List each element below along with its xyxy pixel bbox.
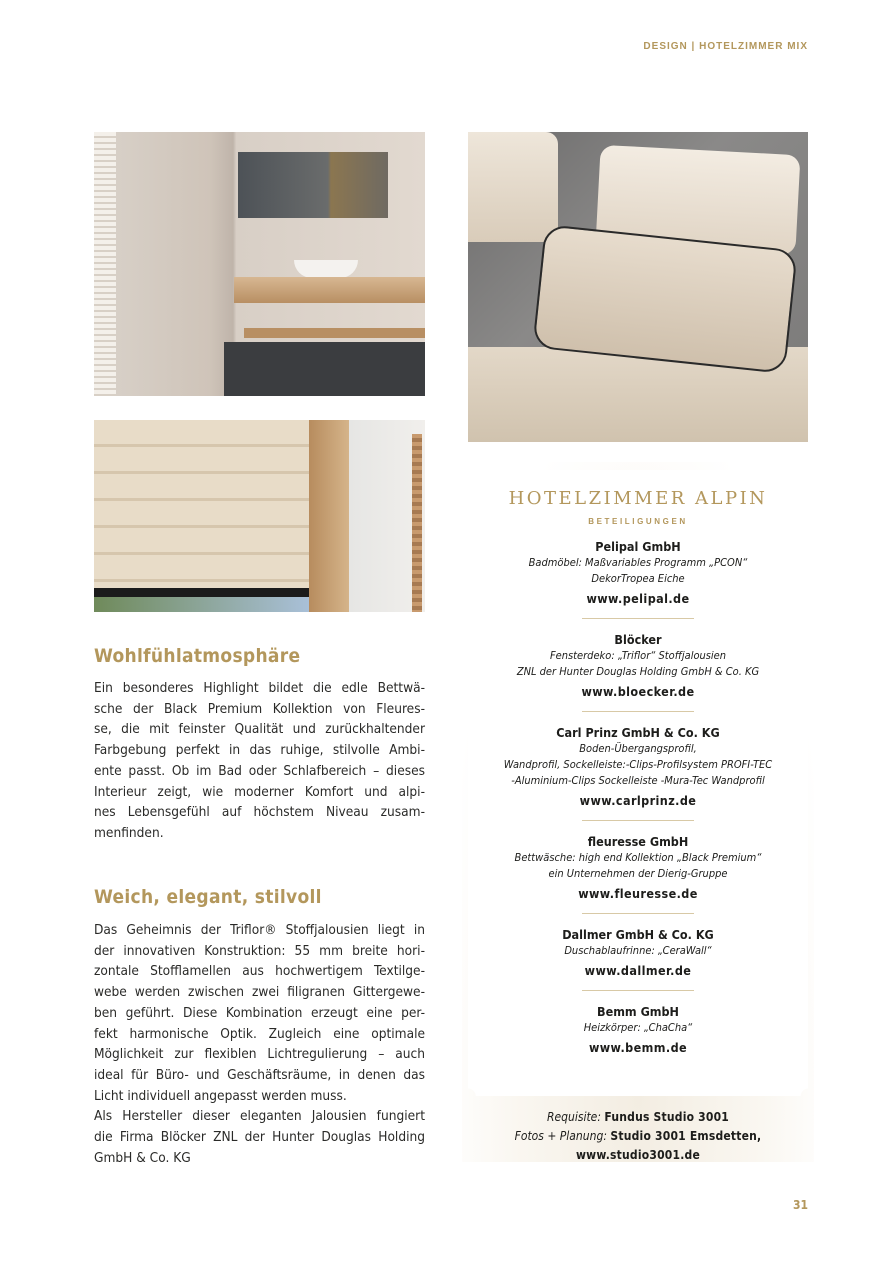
supplier-entry bbox=[468, 631, 808, 699]
supplier-description: Bettwäsche: high end Kollektion „Black Premium“ bbox=[514, 851, 762, 864]
supplier-description: Heizkörper: „ChaCha“ bbox=[583, 1021, 693, 1034]
fotos-value: Studio 3001 Emsdetten, bbox=[610, 1129, 762, 1143]
running-head: DESIGN | HOTELZIMMER MIX bbox=[643, 41, 808, 52]
body-line: webe werden zwischen zwei filigranen Gittergewe- bbox=[94, 984, 425, 1001]
requisite-value: Fundus Studio 3001 bbox=[604, 1110, 730, 1124]
section-heading: Wohlfühlatmosphäre bbox=[94, 645, 301, 667]
requisite-label: Requisite: bbox=[546, 1110, 601, 1124]
section-body bbox=[94, 678, 425, 844]
supplier-entry bbox=[468, 724, 808, 808]
supplier-description: Badmöbel: Maßvariables Programm „PCON“ bbox=[528, 556, 748, 569]
body-line: Als Hersteller dieser eleganten Jalousien fungiert bbox=[94, 1108, 425, 1125]
supplier-name: Blöcker bbox=[614, 632, 662, 647]
card-title: HOTELZIMMER ALPIN bbox=[508, 488, 768, 509]
body-line: Ein besonderes Highlight bildet die edle Bettwä- bbox=[94, 680, 425, 696]
supplier-description: Fensterdeko: „Triflor“ Stoffjalousien bbox=[549, 649, 727, 662]
body-line: zontale Stofflamellen aus hochwertigem Textilge- bbox=[94, 963, 425, 980]
body-line: die Firma Blöcker ZNL der Hunter Douglas Holding bbox=[94, 1129, 425, 1146]
bathroom-photo bbox=[94, 132, 425, 396]
supplier-name: Carl Prinz GmbH & Co. KG bbox=[556, 725, 720, 740]
entry-list bbox=[468, 538, 808, 1055]
supplier-url[interactable]: www.bloecker.de bbox=[581, 684, 695, 699]
body-line: ente passt. Ob im Bad oder Schlafbereich – dieses bbox=[94, 762, 425, 779]
studio-url[interactable]: www.studio3001.de bbox=[576, 1148, 700, 1162]
supplier-url[interactable]: www.carlprinz.de bbox=[579, 793, 697, 808]
credits-card-content bbox=[468, 470, 808, 1055]
body-line: Farbgebung perfekt in das ruhige, stilvolle Ambi- bbox=[94, 742, 425, 759]
photo-credits bbox=[468, 1108, 808, 1165]
supplier-name: Pelipal GmbH bbox=[595, 539, 681, 554]
body-line: Das Geheimnis der Triflor® Stoffjalousien liegt in bbox=[94, 922, 425, 938]
supplier-entry bbox=[468, 1003, 808, 1055]
blinds-photo bbox=[94, 420, 425, 612]
supplier-description: Wandprofil, Sockelleiste:-Clips-Profilsystem PROFI-TEC bbox=[503, 758, 773, 771]
card-subtitle: BETEILIGUNGEN bbox=[588, 517, 688, 526]
body-line: ideal für Büro- und Geschäftsräume, in denen das bbox=[94, 1066, 425, 1083]
supplier-url[interactable]: www.pelipal.de bbox=[586, 591, 690, 606]
body-line: fekt harmonische Optik. Zugleich eine optimale bbox=[94, 1025, 425, 1042]
supplier-entry bbox=[468, 538, 808, 606]
body-line: sche der Black Premium Kollektion von Fleures- bbox=[94, 700, 425, 717]
supplier-description: DekorTropea Eiche bbox=[591, 572, 685, 585]
supplier-name: Bemm GmbH bbox=[597, 1004, 679, 1019]
page-number: 31 bbox=[792, 1198, 808, 1212]
body-line: menfinden. bbox=[94, 824, 164, 841]
section-heading: Weich, elegant, stilvoll bbox=[94, 886, 322, 908]
body-line: Möglichkeit zur flexiblen Lichtregulierung – auch bbox=[94, 1046, 425, 1063]
supplier-url[interactable]: www.bemm.de bbox=[588, 1040, 688, 1055]
supplier-name: fleuresse GmbH bbox=[587, 834, 689, 849]
divider bbox=[582, 913, 694, 914]
body-line: se, die mit feinster Qualität und zurückhaltender bbox=[94, 721, 425, 738]
supplier-url[interactable]: www.fleuresse.de bbox=[578, 886, 698, 901]
fotos-label: Fotos + Planung: bbox=[514, 1129, 607, 1143]
section-body bbox=[94, 920, 425, 1168]
body-line: ben geführt. Diese Kombination erzeugt eine per- bbox=[94, 1004, 425, 1021]
divider bbox=[582, 820, 694, 821]
supplier-name: Dallmer GmbH & Co. KG bbox=[562, 927, 714, 942]
supplier-url[interactable]: www.dallmer.de bbox=[584, 963, 692, 978]
supplier-description: ZNL der Hunter Douglas Holding GmbH & Co. KG bbox=[516, 665, 760, 678]
supplier-description: Duschablaufrinne: „CeraWall“ bbox=[564, 944, 712, 957]
body-line: der innovativen Konstruktion: 55 mm breite hori- bbox=[94, 942, 425, 959]
supplier-entry bbox=[468, 833, 808, 901]
divider bbox=[582, 990, 694, 991]
body-line: GmbH & Co. KG bbox=[94, 1149, 191, 1166]
body-line: Interieur zeigt, wie moderner Komfort und alpi- bbox=[94, 783, 425, 800]
divider bbox=[582, 711, 694, 712]
supplier-entry bbox=[468, 926, 808, 978]
bedding-photo bbox=[468, 132, 808, 442]
body-line: nes Lebensgefühl auf höchstem Niveau zusam- bbox=[94, 804, 425, 821]
divider bbox=[582, 618, 694, 619]
body-line: Licht individuell angepasst werden muss. bbox=[94, 1087, 347, 1104]
supplier-description: -Aluminium-Clips Sockelleiste -Mura-Tec Wandprofil bbox=[511, 774, 765, 787]
supplier-description: ein Unternehmen der Dierig-Gruppe bbox=[548, 867, 728, 880]
supplier-description: Boden-Übergangsprofil, bbox=[579, 742, 697, 755]
